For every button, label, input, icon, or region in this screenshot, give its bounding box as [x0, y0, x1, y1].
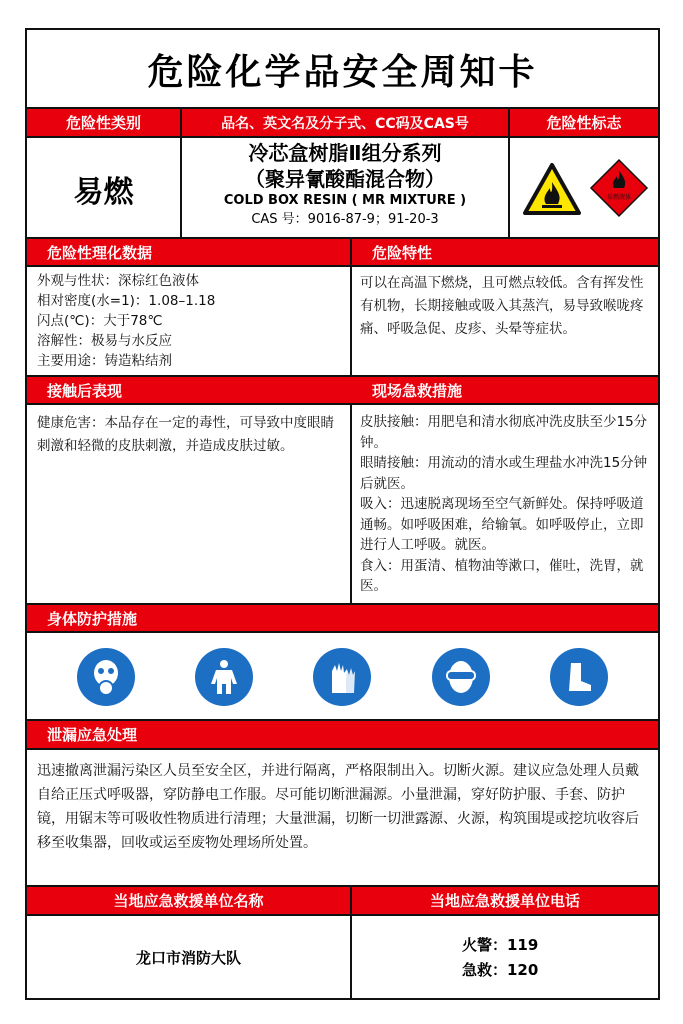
skin-contact: 皮肤接触：用肥皂和清水彻底冲洗皮肤至少15分钟。	[360, 414, 648, 451]
unit-name-heading: 当地应急救援单位名称	[113, 892, 264, 910]
firstaid-heading: 现场急救措施	[372, 381, 463, 400]
product-name-cn: 冷芯盒树脂Ⅱ组分系列	[248, 141, 442, 165]
goggles-icon	[432, 648, 490, 706]
firstaid-text	[360, 412, 652, 597]
usage: 主要用途：铸造粘结剂	[37, 353, 172, 369]
gas-mask-icon	[77, 648, 135, 706]
flash-point: 闪点(℃)：大于78℃	[37, 313, 163, 329]
protective-suit-icon	[195, 648, 253, 706]
product-name-en: COLD BOX RESIN ( MR MIXTURE )	[223, 193, 467, 208]
phone-list	[462, 933, 538, 983]
unit-name: 龙口市消防大队	[135, 948, 241, 967]
gloves-icon	[313, 648, 371, 706]
eye-contact: 眼睛接触：用流动的清水或生理盐水冲洗15分钟后就医。	[360, 455, 648, 492]
exposure-heading: 接触后表现	[47, 381, 123, 400]
flammable-liquid-diamond-icon	[589, 158, 649, 222]
card-title: 危险化学品安全周知卡	[147, 52, 538, 93]
hazard-text: 可以在高温下燃烧，且可燃点较低。含有挥发性有机物，长期接触或吸入其蒸汽，易导致喉咙疼痛、呼吸急促、皮疹、头晕等症状。	[360, 275, 644, 337]
header-sign: 危险性标志	[546, 114, 622, 132]
appearance: 外观与性状：深棕红色液体	[37, 273, 199, 289]
header-name: 品名、英文名及分子式、CC码及CAS号	[221, 115, 469, 132]
protection-icons	[27, 633, 658, 721]
hazard-category: 易燃	[73, 174, 134, 210]
cas-number: CAS 号：9016-87-9；91-20-3	[251, 212, 439, 227]
unit-phone-heading: 当地应急救援单位电话	[429, 892, 580, 910]
density: 相对密度(水=1)：1.08–1.18	[37, 293, 216, 309]
solubility: 溶解性：极易与水反应	[37, 333, 172, 349]
leak-text: 迅速撤离泄漏污染区人员至安全区，并进行隔离，严格限制出入。切断火源。建议应急处理人员戴自给正压式呼吸器，穿防静电工作服。尽可能切断泄漏源。小量泄漏，穿好防护服、手套、防护镜，用锯末等可吸收性物质进行清理；大量泄漏，切断一切泄露源、火源，构筑围堤或挖坑收容后移至收集器，回收或运至废物处理场所处置。	[37, 763, 639, 851]
product-info	[182, 140, 508, 230]
hazard-heading: 危险特性	[372, 243, 433, 262]
fire-phone: 火警：119	[462, 936, 539, 954]
protection-heading: 身体防护措施	[27, 603, 658, 633]
safety-card	[25, 28, 660, 1000]
exposure-text: 健康危害：本品存在一定的毒性，可导致中度眼睛刺激和轻微的皮肤刺激，并造成皮肤过敏。	[37, 415, 334, 454]
safety-boots-icon	[550, 648, 608, 706]
physchem-data	[37, 271, 347, 371]
flammable-warning-icon	[522, 162, 582, 220]
header-category: 危险性类别	[65, 114, 141, 132]
inhalation: 吸入：迅速脱离现场至空气新鲜处。保持呼吸道通畅。如呼吸困难，给输氧。如呼吸停止，立即进行人工呼吸。就医。	[360, 496, 644, 553]
ambulance-phone: 急救：120	[462, 961, 539, 979]
product-name-cn2: （聚异氰酸酯混合物）	[245, 167, 445, 191]
leak-heading: 泄漏应急处理	[27, 719, 658, 750]
ingestion: 食入：用蛋清、植物油等漱口，催吐，洗胃，就医。	[360, 557, 644, 594]
sign-label: 易燃液体	[606, 194, 632, 201]
physchem-heading: 危险性理化数据	[47, 243, 153, 262]
